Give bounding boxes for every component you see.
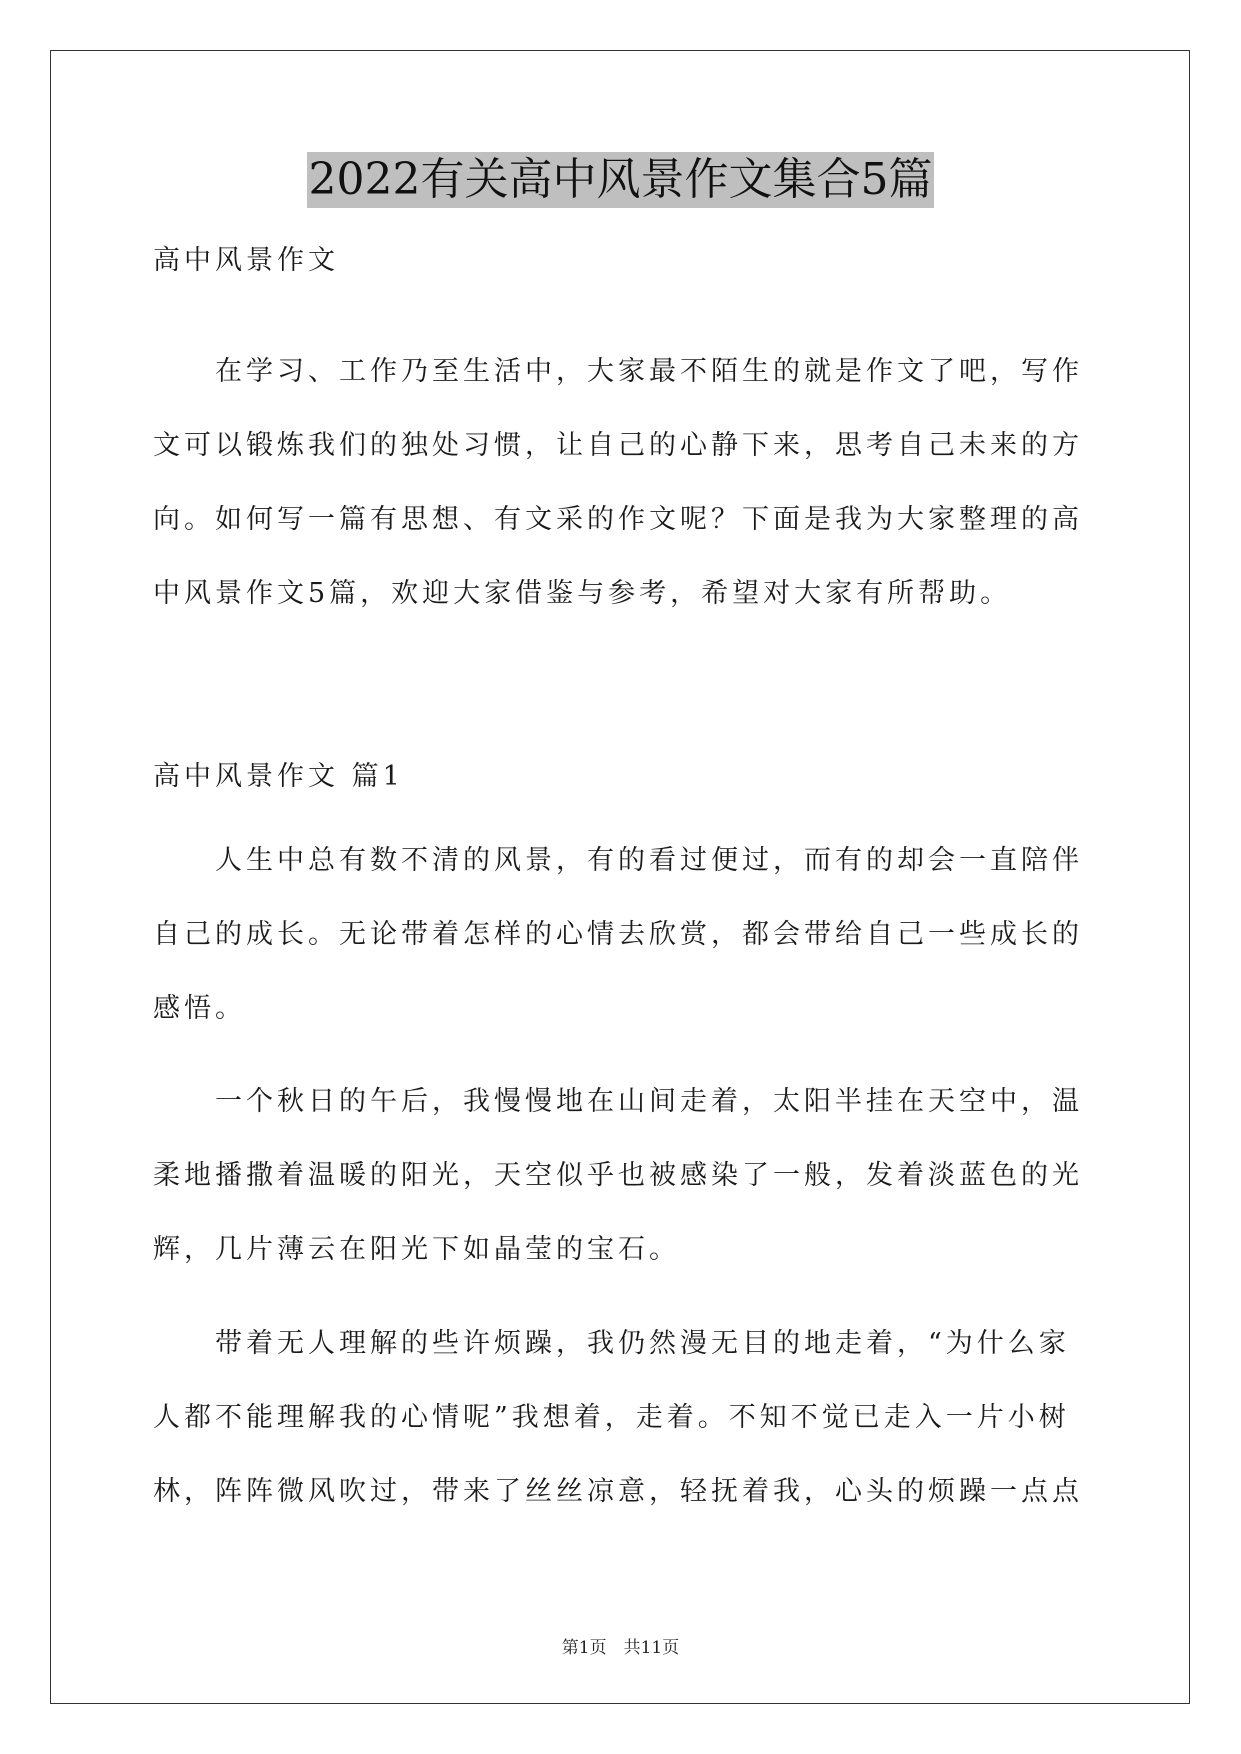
paragraph-line[interactable]: 中风景作文5篇，欢迎大家借鉴与参考，希望对大家有所帮助。 [153, 578, 1012, 609]
paragraph-line[interactable]: 文可以锻炼我们的独处习惯，让自己的心静下来，思考自己未来的方 [153, 430, 1083, 461]
paragraph-line[interactable]: 柔地播撒着温暖的阳光，天空似乎也被感染了一般，发着淡蓝色的光 [153, 1160, 1083, 1191]
page-footer: 第1页 共11页 [561, 1638, 680, 1658]
paragraph-line[interactable]: 人生中总有数不清的风景，有的看过便过，而有的却会一直陪伴 [153, 845, 1083, 876]
paragraph-line[interactable]: 一个秋日的午后，我慢慢地在山间走着，太阳半挂在天空中，温 [153, 1086, 1083, 1117]
title-container [0, 152, 1241, 208]
paragraph-line[interactable]: 林，阵阵微风吹过，带来了丝丝凉意，轻抚着我，心头的烦躁一点点 [153, 1476, 1083, 1507]
paragraph-line[interactable]: 在学习、工作乃至生活中，大家最不陌生的就是作文了吧，写作 [153, 356, 1083, 387]
paragraph-line[interactable]: 向。如何写一篇有思想、有文采的作文呢？下面是我为大家整理的高 [153, 504, 1083, 535]
paragraph-line[interactable]: 人都不能理解我的心情呢”我想着，走着。不知不觉已走入一片小树 [153, 1402, 1070, 1433]
paragraph-line[interactable]: 感悟。 [153, 993, 246, 1024]
paragraph-line[interactable]: 辉，几片薄云在阳光下如晶莹的宝石。 [153, 1234, 680, 1265]
document-title[interactable]: 2022有关高中风景作文集合5篇 [307, 152, 935, 208]
paragraph-line[interactable]: 带着无人理解的些许烦躁，我仍然漫无目的地走着，“为什么家 [153, 1328, 1070, 1359]
section-heading[interactable]: 高中风景作文 篇1 [153, 761, 404, 792]
paragraph-line[interactable]: 自己的成长。无论带着怎样的心情去欣赏，都会带给自己一些成长的 [153, 919, 1083, 950]
section-heading[interactable]: 高中风景作文 [153, 245, 339, 276]
